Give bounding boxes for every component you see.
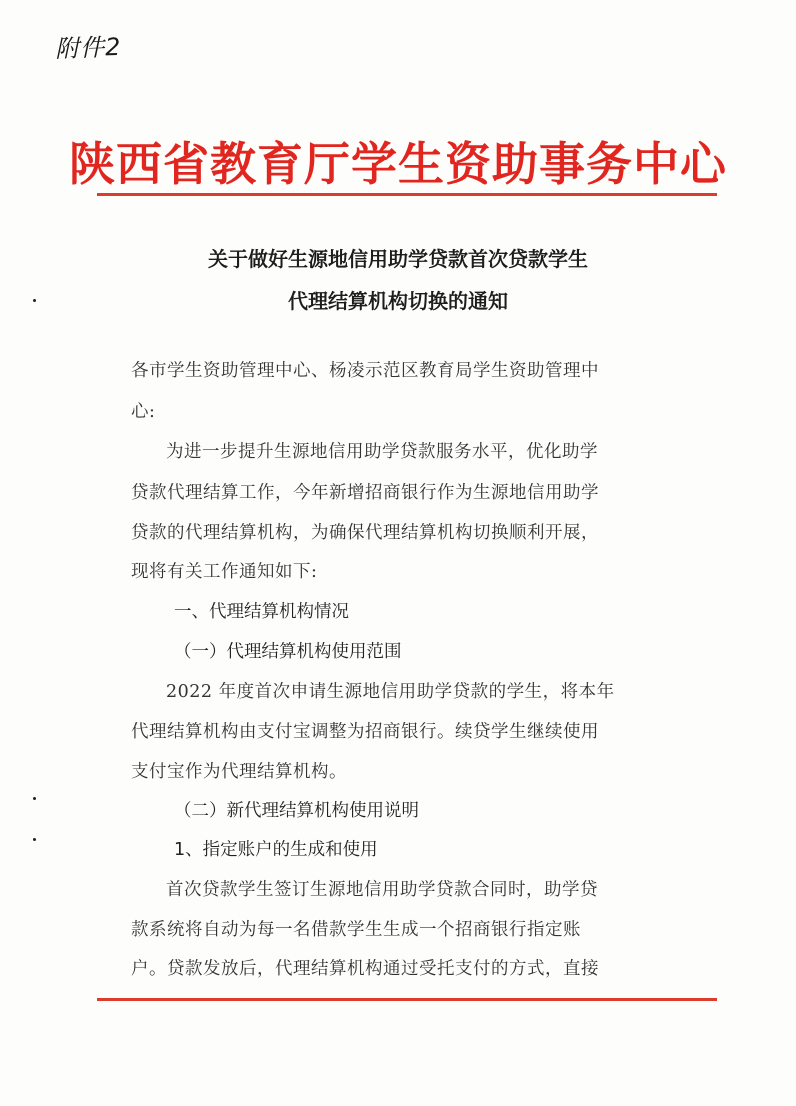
sub1-line: 2022 年度首次申请生源地信用助学贷款的学生，将本年: [166, 682, 615, 702]
org-letterhead: 陕西省教育厅学生资助事务中心: [69, 137, 727, 191]
sub1-line: 代理结算机构由支付宝调整为招商银行。续贷学生继续使用: [131, 722, 599, 742]
addressee-line1: 各市学生资助管理中心、杨凌示范区教育局学生资助管理中: [131, 361, 599, 381]
notice-title-line2: 代理结算机构切换的通知: [288, 289, 508, 313]
handwritten-annotation: 附件2: [54, 32, 122, 64]
scan-speck: [33, 838, 36, 841]
item1-line: 户。贷款发放后，代理结算机构通过受托支付的方式，直接: [131, 959, 599, 979]
section1-heading: 一、代理结算机构情况: [174, 602, 349, 622]
addressee-line2: 心:: [131, 402, 156, 422]
item1-line: 首次贷款学生签订生源地信用助学贷款合同时，助学贷: [166, 880, 598, 900]
intro-line: 贷款的代理结算机构，为确保代理结算机构切换顺利开展，: [131, 523, 599, 543]
intro-line: 为进一步提升生源地信用助学贷款服务水平，优化助学: [166, 442, 598, 462]
sub2-heading: （二）新代理结算机构使用说明: [174, 801, 419, 821]
notice-title-line1: 关于做好生源地信用助学贷款首次贷款学生: [208, 247, 588, 271]
footer-divider: [97, 998, 717, 1001]
item1-heading: 1、指定账户的生成和使用: [174, 840, 378, 860]
intro-line: 现将有关工作通知如下:: [131, 562, 318, 582]
scan-speck: [33, 299, 36, 302]
sub1-heading: （一）代理结算机构使用范围: [174, 642, 402, 662]
item1-line: 款系统将自动为每一名借款学生生成一个招商银行指定账: [131, 920, 581, 940]
letterhead-divider: [97, 193, 717, 196]
sub1-line: 支付宝作为代理结算机构。: [131, 762, 347, 782]
intro-line: 贷款代理结算工作，今年新增招商银行作为生源地信用助学: [131, 483, 599, 503]
scan-speck: [33, 797, 36, 800]
